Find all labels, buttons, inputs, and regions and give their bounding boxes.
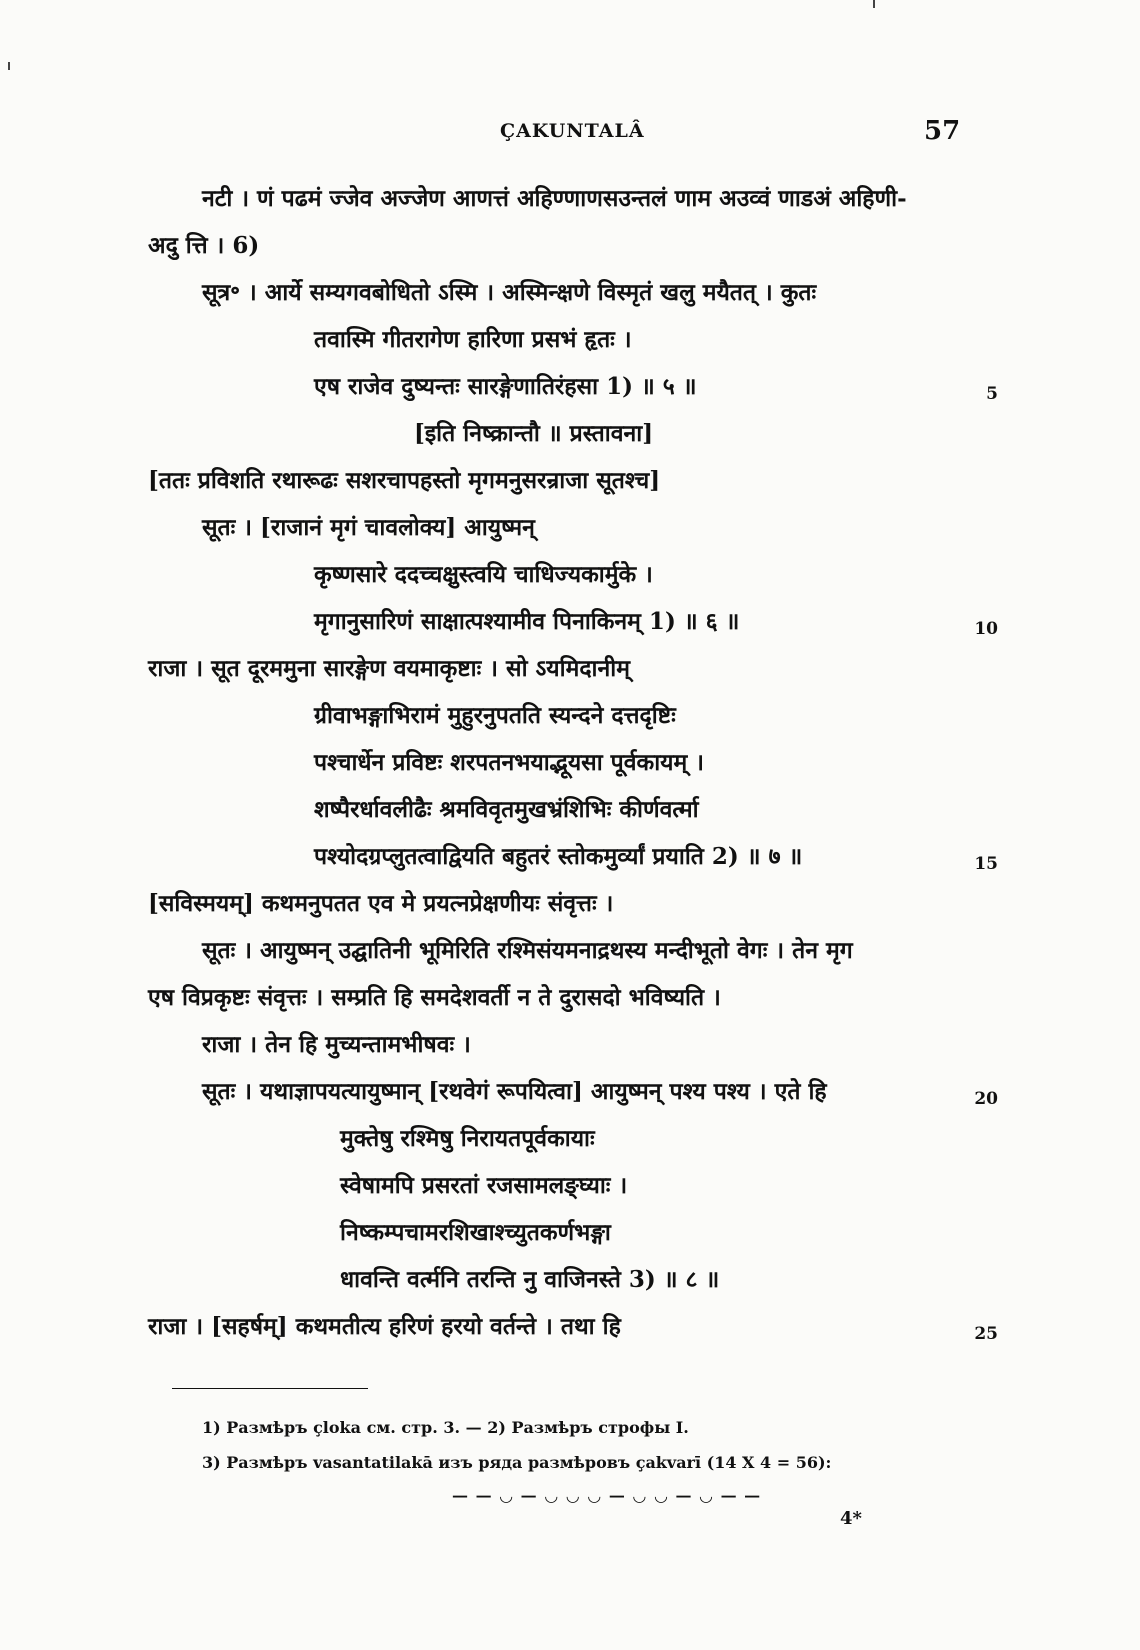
text-line-18: एष विप्रकृष्टः संवृत्तः । सम्प्रति हि समदेशवर्ती न ते दुरासदो भविष्यति । bbox=[148, 984, 721, 1011]
text-line-14: शष्पैरर्धावलीढैः श्रमविवृतमुखभ्रंशिभिः कीर्णवर्त्मा bbox=[314, 796, 699, 823]
footnote-3: 3) Размѣръ vasantatilakā изъ ряда размѣровъ çakvarī (14 X 4 = 56): bbox=[202, 1453, 832, 1472]
text-line-1: नटी । णं पढमं ज्जेव अज्जेण आणत्तं अहिण्णाणसउन्तलं णाम अउव्वं णाडअं अहिणी- bbox=[202, 185, 907, 212]
text-line-15: पश्योदग्रप्लुतत्वाद्वियति बहुतरं स्तोकमुर्व्यां प्रयाति 2) ॥ ७ ॥ bbox=[314, 843, 803, 870]
text-line-22: स्वेषामपि प्रसरतां रजसामलङ्घ्याः । bbox=[340, 1172, 628, 1199]
running-title: ÇAKUNTALÂ bbox=[500, 120, 645, 142]
meter-scheme: — — ◡ — ◡ ◡ ◡ — ◡ ◡ — ◡ — — bbox=[452, 1486, 762, 1505]
signature-mark: 4* bbox=[840, 1508, 862, 1529]
margin-line-number: 20 bbox=[974, 1089, 998, 1109]
footnote-separator bbox=[172, 1388, 368, 1389]
text-line-4: तवास्मि गीतरागेण हारिणा प्रसभं हृतः । bbox=[314, 326, 632, 353]
text-line-13: पश्चार्धेन प्रविष्टः शरपतनभयाद्भूयसा पूर्वकायम् । bbox=[314, 749, 704, 776]
text-line-12: ग्रीवाभङ्गाभिरामं मुहुरनुपतति स्यन्दने दत्तदृष्टिः bbox=[314, 702, 676, 729]
footnote-1-2: 1) Размѣръ çloka см. стр. 3. — 2) Размѣръ строфы I. bbox=[202, 1418, 689, 1437]
text-line-20: सूतः । यथाज्ञापयत्यायुष्मान् [रथवेगं रूपयित्वा] आयुष्मन् पश्य पश्य । एते हि bbox=[202, 1078, 827, 1105]
margin-line-number: 15 bbox=[974, 854, 998, 874]
text-line-23: निष्कम्पचामरशिखाश्च्युतकर्णभङ्गा bbox=[340, 1219, 611, 1246]
text-line-21: मुक्तेषु रश्मिषु निरायतपूर्वकायाः bbox=[340, 1125, 595, 1152]
text-line-6: [इति निष्क्रान्तौ ॥ प्रस्तावना] bbox=[414, 420, 654, 447]
text-line-5: एष राजेव दुष्यन्तः सारङ्गेणातिरंहसा 1) ॥ ५ ॥ bbox=[314, 373, 697, 400]
margin-line-number: 10 bbox=[974, 619, 998, 639]
text-line-9: कृष्णसारे ददच्चक्षुस्त्वयि चाधिज्यकार्मुके । bbox=[314, 561, 653, 588]
scan-mark-top bbox=[873, 0, 875, 8]
text-line-2: अदु त्ति । 6) bbox=[148, 232, 260, 259]
page-number: 57 bbox=[924, 116, 961, 146]
text-line-24: धावन्ति वर्त्मनि तरन्ति नु वाजिनस्ते 3) ॥ ८ ॥ bbox=[340, 1266, 720, 1293]
scan-mark-left bbox=[8, 62, 10, 70]
text-line-10: मृगानुसारिणं साक्षात्पश्यामीव पिनाकिनम् 1) ॥ ६ ॥ bbox=[314, 608, 740, 635]
text-line-8: सूतः । [राजानं मृगं चावलोक्य] आयुष्मन् bbox=[202, 514, 535, 541]
text-line-25: राजा । [सहर्षम्] कथमतीत्य हरिणं हरयो वर्तन्ते । तथा हि bbox=[148, 1313, 621, 1340]
margin-line-number: 25 bbox=[974, 1324, 998, 1344]
text-line-7: [ततः प्रविशति रथारूढः सशरचापहस्तो मृगमनुसरन्राजा सूतश्च] bbox=[148, 467, 661, 494]
text-line-19: राजा । तेन हि मुच्यन्तामभीषवः । bbox=[202, 1031, 471, 1058]
text-line-11: राजा । सूत दूरममुना सारङ्गेण वयमाकृष्टाः । सो ऽयमिदानीम् bbox=[148, 655, 630, 682]
text-line-17: सूतः । आयुष्मन् उद्घातिनी भूमिरिति रश्मिसंयमनाद्रथस्य मन्दीभूतो वेगः । तेन मृग bbox=[202, 937, 853, 964]
margin-line-number: 5 bbox=[986, 384, 998, 404]
text-line-16: [सविस्मयम्] कथमनुपतत एव मे प्रयत्नप्रेक्षणीयः संवृत्तः । bbox=[148, 890, 614, 917]
text-line-3: सूत्र॰ । आर्ये सम्यगवबोधितो ऽस्मि । अस्मिन्क्षणे विस्मृतं खलु मयैतत् । कुतः bbox=[202, 279, 817, 306]
